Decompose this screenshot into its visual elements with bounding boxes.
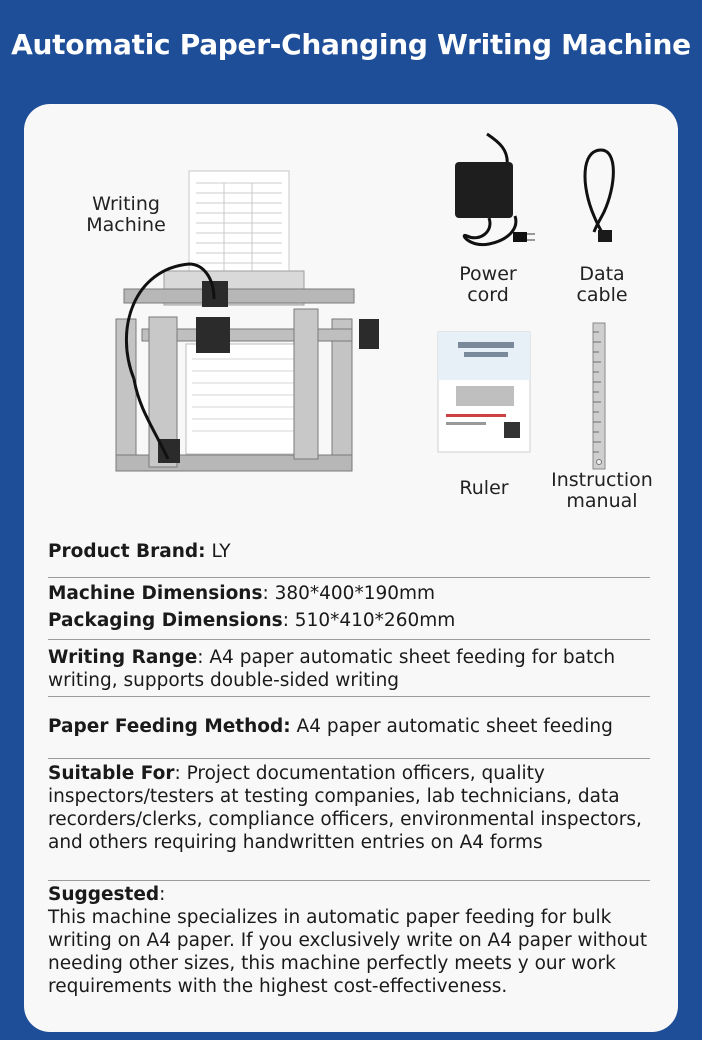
spec-paper-feeding-label: Paper Feeding Method: [48,716,291,737]
spec-writing-range-label: Writing Range [48,647,198,668]
divider [48,577,650,578]
spec-suggested-text: This machine specializes in automatic paper feeding for bulk writing on A4 paper. If you exclusively write on A4 paper without needing other sizes, this machine perfectly meets y our work requirements with the highest cost-effectiveness. [48,907,648,997]
power-cord-label: Power cord [459,263,517,306]
spec-packaging-dimensions-label: Packaging Dimensions [48,610,283,631]
divider [48,696,650,697]
ruler-image [592,322,606,470]
ruler-label: Ruler [459,477,509,499]
spec-paper-feeding-value: A4 paper automatic sheet feeding [290,716,613,737]
spec-suggested-label: Suggested [48,884,160,905]
spec-suggested-colon: : [159,884,166,905]
spec-machine-dimensions [48,582,652,605]
spec-writing-range [48,646,652,692]
spec-packaging-dimensions-value: : 510*410*260mm [282,610,456,631]
divider [48,758,650,759]
spec-writing-range-value: : A4 paper automatic sheet feeding for batch writing, supports double-sided writing [48,647,616,691]
spec-machine-dimensions-label: Machine Dimensions [48,583,263,604]
spec-paper-feeding [48,715,652,738]
divider [48,639,650,640]
spec-brand-label: Product Brand: [48,541,206,562]
spec-suitable-for-label: Suitable For [48,763,175,784]
writing-machine-image [94,169,394,489]
manual-label: Instruction manual [551,469,653,512]
spec-brand [48,540,652,563]
data-cable-image [576,146,626,246]
machine-label: Writing Machine [86,193,166,236]
page-title: Automatic Paper-Changing Writing Machine [11,28,691,61]
spec-suggested-heading [48,883,652,906]
spec-brand-value: LY [205,541,231,562]
spec-suitable-for [48,762,652,854]
spec-machine-dimensions-value: : 380*400*190mm [262,583,436,604]
spec-suitable-for-value: : Project documentation officers, quality inspectors/testers at testing companies, lab technicians, data recorders/clerks, compliance officers, environmental inspectors, and others requiring handwritten entries on A4 forms [48,763,642,853]
content-panel [24,104,678,1032]
divider [48,880,650,881]
spec-packaging-dimensions [48,609,652,632]
data-cable-label: Data cable [576,263,628,306]
power-cord-image [449,132,539,252]
instruction-manual-image [436,330,532,454]
